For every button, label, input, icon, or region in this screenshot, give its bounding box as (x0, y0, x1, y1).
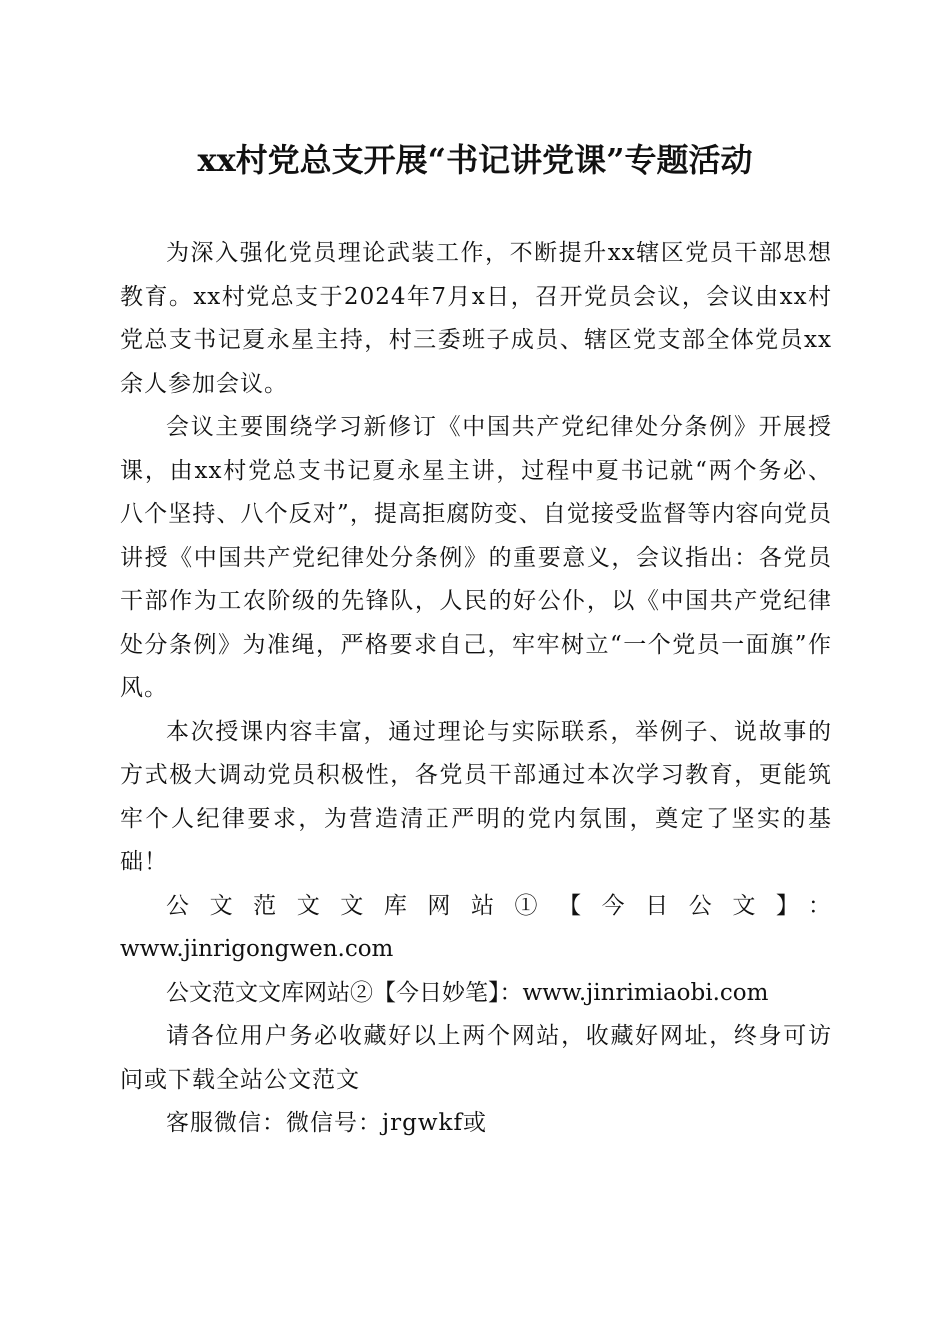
document-title: xx村党总支开展“书记讲党课”专题活动 (197, 141, 753, 179)
paragraph-intro: 为深入强化党员理论武装工作，不断提升xx辖区党员干部思想教育。xx村党总支于2024年7月x日，召开党员会议，会议由xx村党总支书记夏永星主持，村三委班子成员、辖区党支部全体党员xx余人参加会议。 (120, 240, 832, 397)
site-one-url[interactable]: www.jinrigongwen.com (120, 936, 394, 962)
paragraph-meeting-content: 会议主要围绕学习新修订《中国共产党纪律处分条例》开展授课，由xx村党总支书记夏永星主讲，过程中夏书记就“两个务必、八个坚持、八个反对”，提高拒腐防变、自觉接受监督等内容向党员讲授《中国共产党纪律处分条例》的重要意义，会议指出：各党员干部作为工农阶级的先锋队，人民的好公仆，以《中国共产党纪律处分条例》为准绳，严格要求自己，牢牢树立“一个党员一面旗”作风。 (120, 414, 832, 701)
site-two-url[interactable]: www.jinrimiaobi.com (522, 979, 769, 1006)
paragraph-summary: 本次授课内容丰富，通过理论与实际联系，举例子、说故事的方式极大调动党员积极性，各党员干部通过本次学习教育，更能筑牢个人纪律要求，为营造清正严明的党内氛围，奠定了坚实的基础！ (120, 718, 832, 875)
document-body (120, 232, 832, 1146)
site-two-line (120, 972, 832, 1016)
site-two-label: 公文范文文库网站②【今日妙笔】： (166, 979, 523, 1006)
site-one-label: 公文范文文库网站①【今日公文】： (166, 892, 832, 919)
notice-paragraph: 请各位用户务必收藏好以上两个网站，收藏好网址，终身可访问或下载全站公文范文 (120, 1023, 832, 1093)
site-one-line (120, 885, 832, 972)
contact-paragraph: 客服微信：微信号：jrgwkf或 (166, 1110, 487, 1136)
